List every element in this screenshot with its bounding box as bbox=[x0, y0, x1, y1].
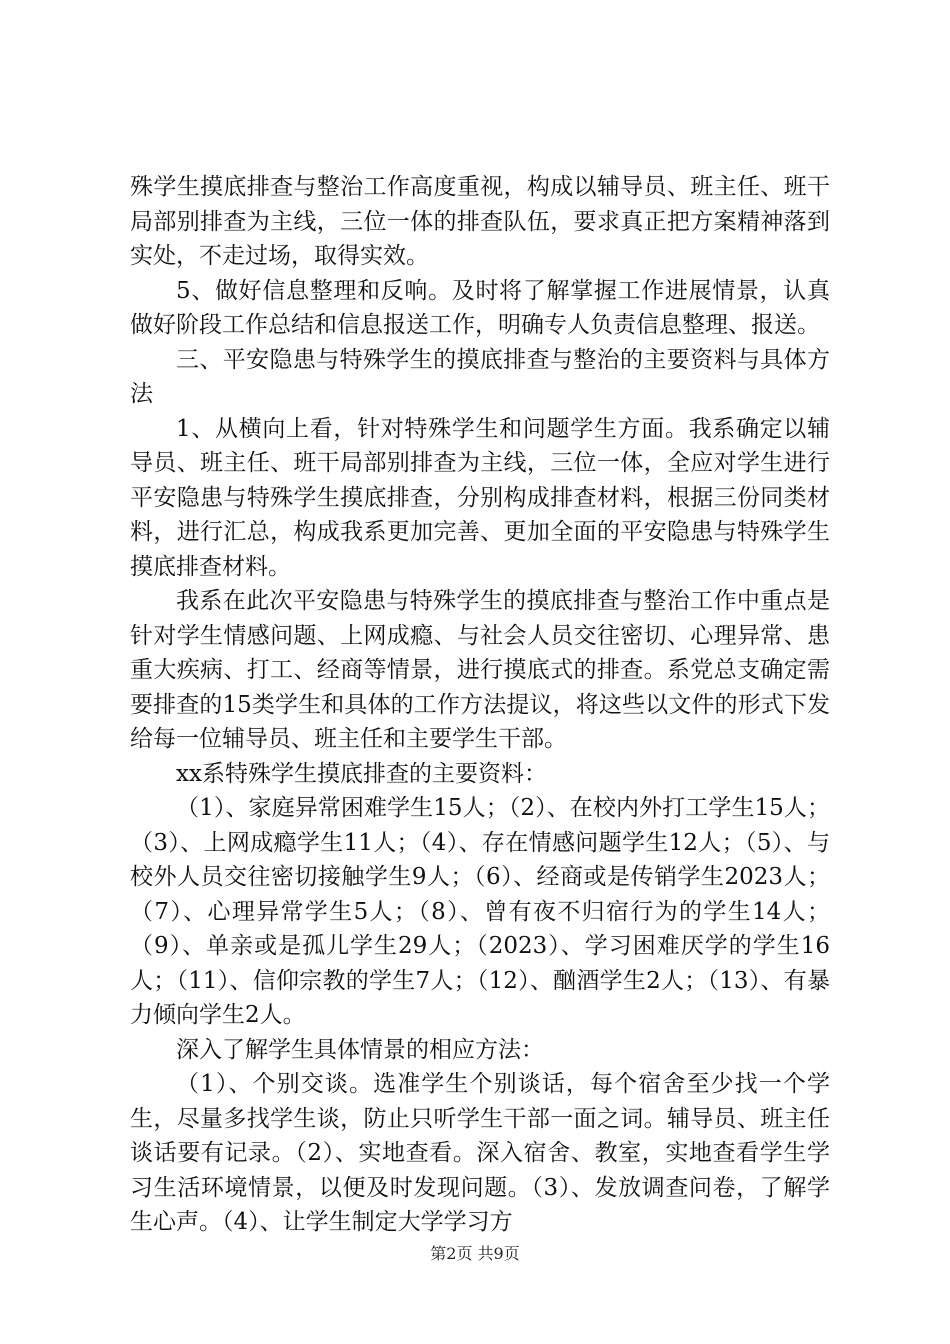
paragraph-focus: 我系在此次平安隐患与特殊学生的摸底排查与整治工作中重点是针对学生情感问题、上网成瘾、与社会人员交往密切、心理异常、患重大疾病、打工、经商等情景，进行摸底式的排查。系党总支确定需要排查的15类学生和具体的工作方法提议，将这些以文件的形式下发给每一位辅导员、班主任和主要学生干部。 bbox=[130, 588, 830, 752]
paragraph-item-5: 5、做好信息整理和反响。及时将了解掌握工作进展情景，认真做好阶段工作总结和信息报送工作，明确专人负责信息整理、报送。 bbox=[130, 277, 830, 338]
paragraph-list-title: xx系特殊学生摸底排查的主要资料： bbox=[176, 760, 547, 787]
document-body bbox=[130, 170, 830, 1240]
paragraph-continuation: 殊学生摸底排查与整治工作高度重视，构成以辅导员、班主任、班干局部别排查为主线，三位一体的排查队伍，要求真正把方案精神落到实处，不走过场，取得实效。 bbox=[130, 174, 830, 269]
paragraph-methods: （1）、个别交谈。选准学生个别谈话，每个宿舍至少找一个学生，尽量多找学生谈，防止只听学生干部一面之词。辅导员、班主任谈话要有记录。（2）、实地查看。深入宿舍、教室，实地查看学生学习生活环境情景，以便及时发现问题。（3）、发放调查问卷，了解学生心声。（4）、让学生制定大学学习方 bbox=[130, 1071, 830, 1235]
paragraph-item-1: 1、从横向上看，针对特殊学生和问题学生方面。我系确定以辅导员、班主任、班干局部别排查为主线，三位一体，全应对学生进行平安隐患与特殊学生摸底排查，分别构成排查材料，根据三份同类材料，进行汇总，构成我系更加完善、更加全面的平安隐患与特殊学生摸底排查材料。 bbox=[130, 415, 830, 580]
section-heading-3: 三、平安隐患与特殊学生的摸底排查与整治的主要资料与具体方法 bbox=[130, 346, 830, 407]
paragraph-methods-title: 深入了解学生具体情景的相应方法： bbox=[176, 1036, 544, 1063]
page-number: 第2页 共9页 bbox=[430, 1244, 520, 1263]
paragraph-student-counts: （1）、家庭异常困难学生15人；（2）、在校内外打工学生15人；（3）、上网成瘾学生11人；（4）、存在情感问题学生12人；（5）、与校外人员交往密切接触学生9人；（6）、经商或是传销学生2023人；（7）、心理异常学生5人；（8）、曾有夜不归宿行为的学生14人；（9）、单亲或是孤儿学生29人；（2023）、学习困难厌学的学生16人；（11）、信仰宗教的学生7人；（12）、酗酒学生2人；（13）、有暴力倾向学生2人。 bbox=[130, 795, 830, 1028]
